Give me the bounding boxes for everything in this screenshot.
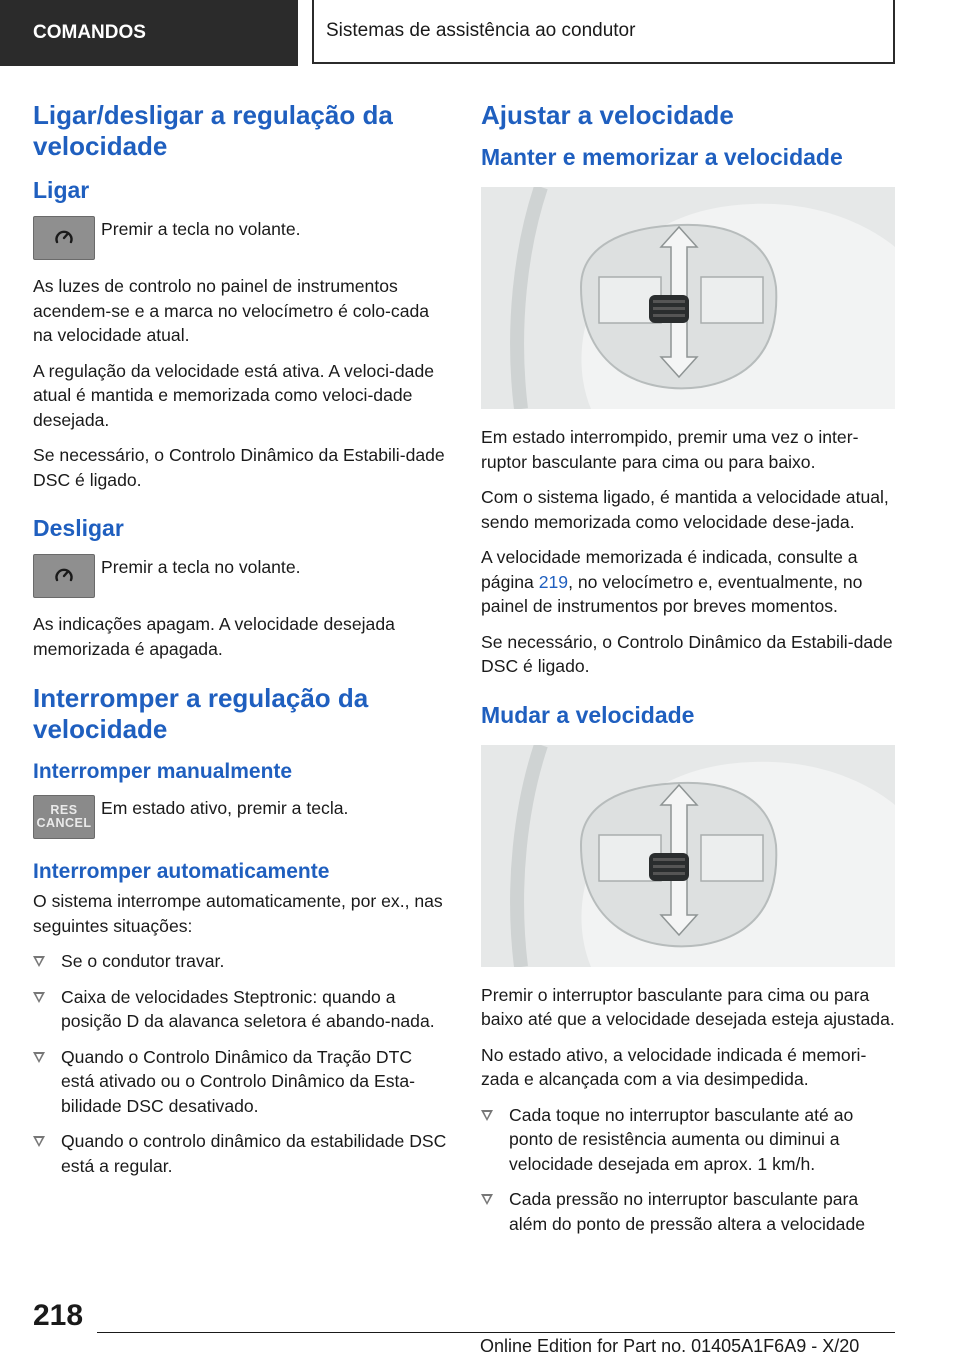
heading-ajustar: Ajustar a velocidade — [481, 100, 734, 130]
triangle-bullet-icon — [33, 956, 45, 967]
mudar-list — [481, 1103, 895, 1237]
speedometer-icon — [53, 227, 75, 249]
chapter-title: Sistemas de assistência ao condutor — [326, 20, 636, 41]
manter-paragraph-1: Em estado interrompido, premir uma vez o inter-ruptor basculante para cima ou para baixo. — [481, 427, 859, 472]
heading-desligar: Desligar — [33, 515, 124, 541]
res-cancel-key-icon — [33, 795, 95, 839]
left-column — [33, 100, 447, 1189]
heading-manual: Interromper manualmente — [33, 760, 293, 783]
ligar-paragraph-1: As luzes de controlo no painel de instrumentos acendem-se e a marca no velocímetro é colo-cada na velocidade atual. — [33, 276, 430, 345]
res-label: RES — [50, 803, 78, 817]
triangle-bullet-icon — [481, 1194, 493, 1205]
heading-mudar: Mudar a velocidade — [481, 701, 695, 728]
desligar-paragraph-1: As indicações apagam. A velocidade desejada memorizada é apagada. — [33, 614, 395, 659]
auto-list — [33, 949, 447, 1178]
mudar-paragraph-1: Premir o interruptor basculante para cima ou para baixo até que a velocidade desejada esteja ajustada. — [481, 984, 895, 1029]
ligar-paragraph-2: A regulação da velocidade está ativa. A veloci-dade atual é mantida e memorizada como veloci-dade desejada. — [33, 360, 435, 430]
heading-auto: Interromper automaticamente — [33, 860, 330, 883]
triangle-bullet-icon — [33, 1136, 45, 1147]
footer-divider — [97, 1332, 895, 1333]
triangle-bullet-icon — [33, 992, 45, 1003]
steering-wheel-switch-image — [481, 745, 895, 967]
desligar-key-text: Premir a tecla no volante. — [101, 557, 301, 577]
desligar-key-row — [33, 554, 447, 598]
list-item: Caixa de velocidades Steptronic: quando a posição D da alavanca seletora é abando-nada. — [33, 985, 447, 1034]
manter-paragraph-4: Se necessário, o Controlo Dinâmico da Estabili-dade DSC é ligado. — [481, 631, 893, 676]
right-column — [481, 100, 895, 1247]
heading-interromper: Interromper a regulação da velocidade — [33, 683, 369, 744]
ligar-key-row — [33, 216, 447, 260]
page-number: 218 — [33, 1299, 84, 1332]
heading-onoff: Ligar/desligar a regulação da velocidade — [33, 100, 393, 161]
chapter-tab — [312, 0, 895, 64]
page-link[interactable]: 219 — [538, 571, 569, 592]
cruise-control-key-icon — [33, 554, 95, 598]
footer-edition: Online Edition for Part no. 01405A1F6A9 - X/20 — [480, 1336, 860, 1356]
manter-paragraph-3: A velocidade memorizada é indicada, consulte a página 219, no velocímetro e, eventualmente, no painel de instrumentos por breves momentos. — [481, 547, 863, 616]
triangle-bullet-icon — [33, 1052, 45, 1063]
list-item: Cada pressão no interruptor basculante para além do ponto de pressão altera a velocidade — [481, 1187, 895, 1236]
steering-wheel-switch-image — [481, 187, 895, 409]
list-item: Quando o controlo dinâmico da estabilidade DSC está a regular. — [33, 1129, 447, 1178]
manter-paragraph-2: Com o sistema ligado, é mantida a velocidade atual, sendo memorizada como velocidade dese-jada. — [481, 487, 889, 532]
speedometer-icon — [53, 565, 75, 587]
auto-paragraph-1: O sistema interrompe automaticamente, por ex., nas seguintes situações: — [33, 891, 443, 936]
section-title: COMANDOS — [33, 22, 146, 43]
ligar-key-text: Premir a tecla no volante. — [101, 219, 301, 239]
cancel-label: CANCEL — [36, 816, 92, 830]
list-item: Se o condutor travar. — [33, 949, 447, 974]
cruise-control-key-icon — [33, 216, 95, 260]
ligar-paragraph-3: Se necessário, o Controlo Dinâmico da Estabili-dade DSC é ligado. — [33, 445, 445, 490]
section-tab — [0, 0, 298, 66]
list-item: Cada toque no interruptor basculante até ao ponto de resistência aumenta ou diminui a velocidade desejada em aprox. 1 km/h. — [481, 1103, 895, 1177]
list-item: Quando o Controlo Dinâmico da Tração DTC está ativado ou o Controlo Dinâmico da Esta-bilidade DSC desativado. — [33, 1045, 447, 1119]
manual-key-row — [33, 795, 447, 839]
mudar-paragraph-2: No estado ativo, a velocidade indicada é memori-zada e alcançada com a via desimpedida. — [481, 1044, 867, 1089]
heading-ligar: Ligar — [33, 177, 90, 203]
manual-text: Em estado ativo, premir a tecla. — [101, 798, 349, 818]
heading-manter: Manter e memorizar a velocidade — [481, 144, 843, 170]
triangle-bullet-icon — [481, 1110, 493, 1121]
